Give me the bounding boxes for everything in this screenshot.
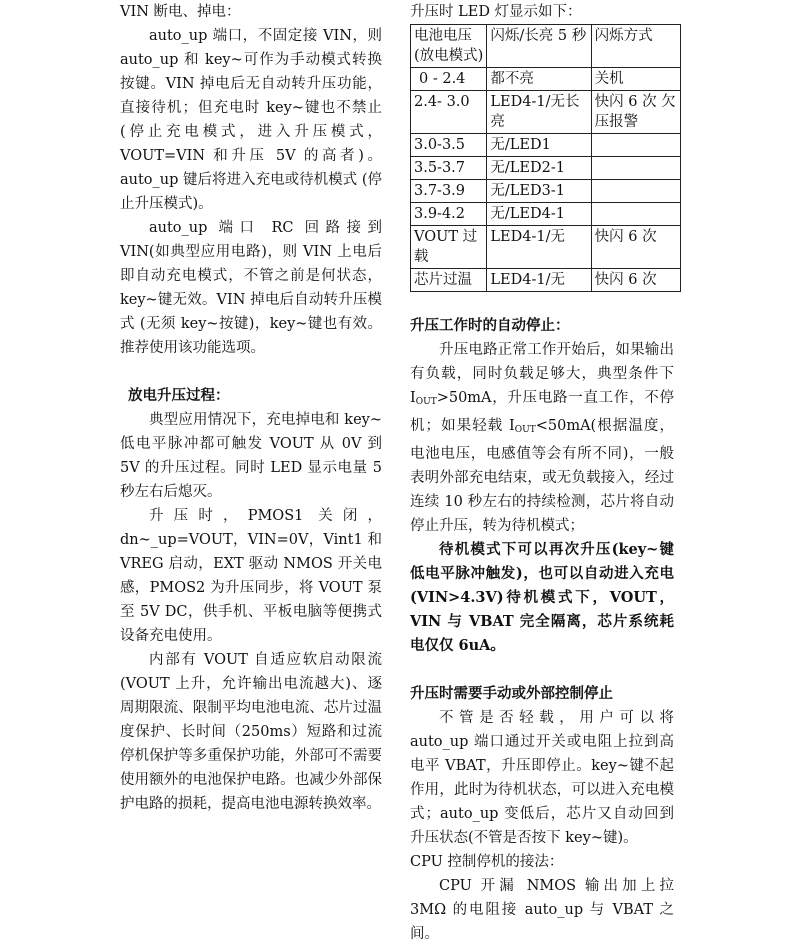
table-row <box>411 134 681 157</box>
table-header-cell: 闪烁/长亮 5 秒 <box>487 25 591 68</box>
table-cell: 无/LED4-1 <box>487 203 591 226</box>
table-cell: 3.5-3.7 <box>411 157 487 180</box>
table-row <box>411 269 681 292</box>
cpu-nmos-paragraph: CPU 开漏 NMOS 输出加上拉 3MΩ 的电阻接 auto_up 与 VBAT 之间。 <box>410 878 674 942</box>
table-row <box>411 180 681 203</box>
left-column <box>120 0 382 816</box>
table-cell: 快闪 6 次 <box>591 226 680 269</box>
table-cell: 快闪 6 次 欠压报警 <box>591 91 680 134</box>
table-row <box>411 226 681 269</box>
auto-stop-text-c: <50mA(根据温度，电池电压，电感值等会有所不同)，一般表明外部充电结束，或无负载接入，经过连续 10 秒左右的持续检测，芯片将自动停止升压，转为待机模式； <box>410 418 674 534</box>
table-cell: 3.9-4.2 <box>411 203 487 226</box>
table-row <box>411 68 681 91</box>
manual-stop-paragraph: 不管是否轻载，用户可以将 auto_up 端口通过开关或电阻上拉到高电平 VBAT，升压即停止。key~键不起作用，此时为待机状态，可以进入充电模式；auto_up 变低后，芯片又自动回到升压状态(不管是否按下 key~键)。 <box>410 710 674 846</box>
table-cell: 芯片过温 <box>411 269 487 292</box>
table-cell: 都不亮 <box>487 68 591 91</box>
table-cell: 3.0-3.5 <box>411 134 487 157</box>
table-cell <box>591 180 680 203</box>
table-header-row <box>411 25 681 68</box>
typical-application-paragraph: 典型应用情况下，充电掉电和 key~低电平脉冲都可触发 VOUT 从 0V 到 5V 的升压过程。同时 LED 显示电量 5 秒左右后熄灭。 <box>120 412 382 500</box>
table-cell: 快闪 6 次 <box>591 269 680 292</box>
boost-pmos-paragraph: 升压时，PMOS1 关闭，dn~_up=VOUT，VIN=0V，Vint1 和 VREG 启动，EXT 驱动 NMOS 开关电感，PMOS2 为升压同步，将 VOUT 泵至 5V DC，供手机、平板电脑等便携式设备充电使用。 <box>120 508 382 644</box>
standby-paragraph: 待机模式下可以再次升压(key~键低电平脉冲触发)，也可以自动进入充电(VIN>4.3V)待机模式下，VOUT，VIN 与 VBAT 完全隔离，芯片系统耗电仅仅 6uA。 <box>410 541 674 654</box>
cpu-control-line: CPU 控制停机的接法： <box>410 854 564 870</box>
vin-power-loss-line: VIN 断电、掉电： <box>120 4 241 20</box>
table-cell <box>591 157 680 180</box>
table-row <box>411 157 681 180</box>
table-row <box>411 203 681 226</box>
auto-stop-heading: 升压工作时的自动停止： <box>410 317 570 334</box>
auto-up-rc-paragraph: auto_up 端口 RC 回路接到 VIN(如典型应用电路)，则 VIN 上电后即自动充电模式，不管之前是何状态，key~键无效。VIN 掉电后自动转升压模式 (无须 key~按键)，key~键也有效。推荐使用该功能选项。 <box>120 220 382 356</box>
auto-stop-text-b: >50mA，升压电路一直工作，不停机；如果轻载 I <box>410 390 674 434</box>
table-header-cell: 电池电压 (放电模式) <box>411 25 487 68</box>
table-cell: 无/LED3-1 <box>487 180 591 203</box>
table-cell: 3.7-3.9 <box>411 180 487 203</box>
table-cell <box>591 203 680 226</box>
table-cell: VOUT 过载 <box>411 226 487 269</box>
manual-stop-heading: 升压时需要手动或外部控制停止 <box>410 685 613 702</box>
table-cell: LED4-1/无长亮 <box>487 91 591 134</box>
table-cell: 2.4- 3.0 <box>411 91 487 134</box>
auto-stop-paragraph <box>410 338 674 538</box>
iout-subscript: OUT <box>514 425 536 435</box>
table-cell: LED4-1/无 <box>487 226 591 269</box>
led-status-table <box>410 24 681 292</box>
iout-subscript: OUT <box>415 397 437 407</box>
right-column <box>410 0 674 946</box>
table-header-cell: 闪烁方式 <box>591 25 680 68</box>
table-cell: LED4-1/无 <box>487 269 591 292</box>
table-cell: 无/LED2-1 <box>487 157 591 180</box>
table-cell: 0 - 2.4 <box>411 68 487 91</box>
table-row <box>411 91 681 134</box>
auto-stop-text-a: 升压电路正常工作开始后，如果输出有负载，同时负载足够大，典型条件下 I <box>410 342 674 406</box>
table-cell: 关机 <box>591 68 680 91</box>
table-cell: 无/LED1 <box>487 134 591 157</box>
led-table-caption: 升压时 LED 灯显示如下： <box>410 4 582 20</box>
table-cell <box>591 134 680 157</box>
auto-up-manual-paragraph: auto_up 端口，不固定接 VIN，则 auto_up 和 key~可作为手动模式转换按键。VIN 掉电后无自动转升压功能，直接待机；但充电时 key~键也不禁止 (停止充电模式，进入升压模式，VOUT=VIN 和升压 5V 的高者)。auto_up 键后将进入充电或待机模式 (停止升压模式)。 <box>120 28 382 212</box>
protection-paragraph: 内部有 VOUT 自适应软启动限流 (VOUT 上升，允许输出电流越大)、逐周期限流、限制平均电池电流、芯片过温度保护、长时间（250ms）短路和过流停机保护等多重保护功能，外部可不需要使用额外的电池保护电路。也减少外部保护电路的损耗，提高电池电源转换效率。 <box>120 652 382 812</box>
discharge-boost-heading: 放电升压过程： <box>128 387 230 404</box>
